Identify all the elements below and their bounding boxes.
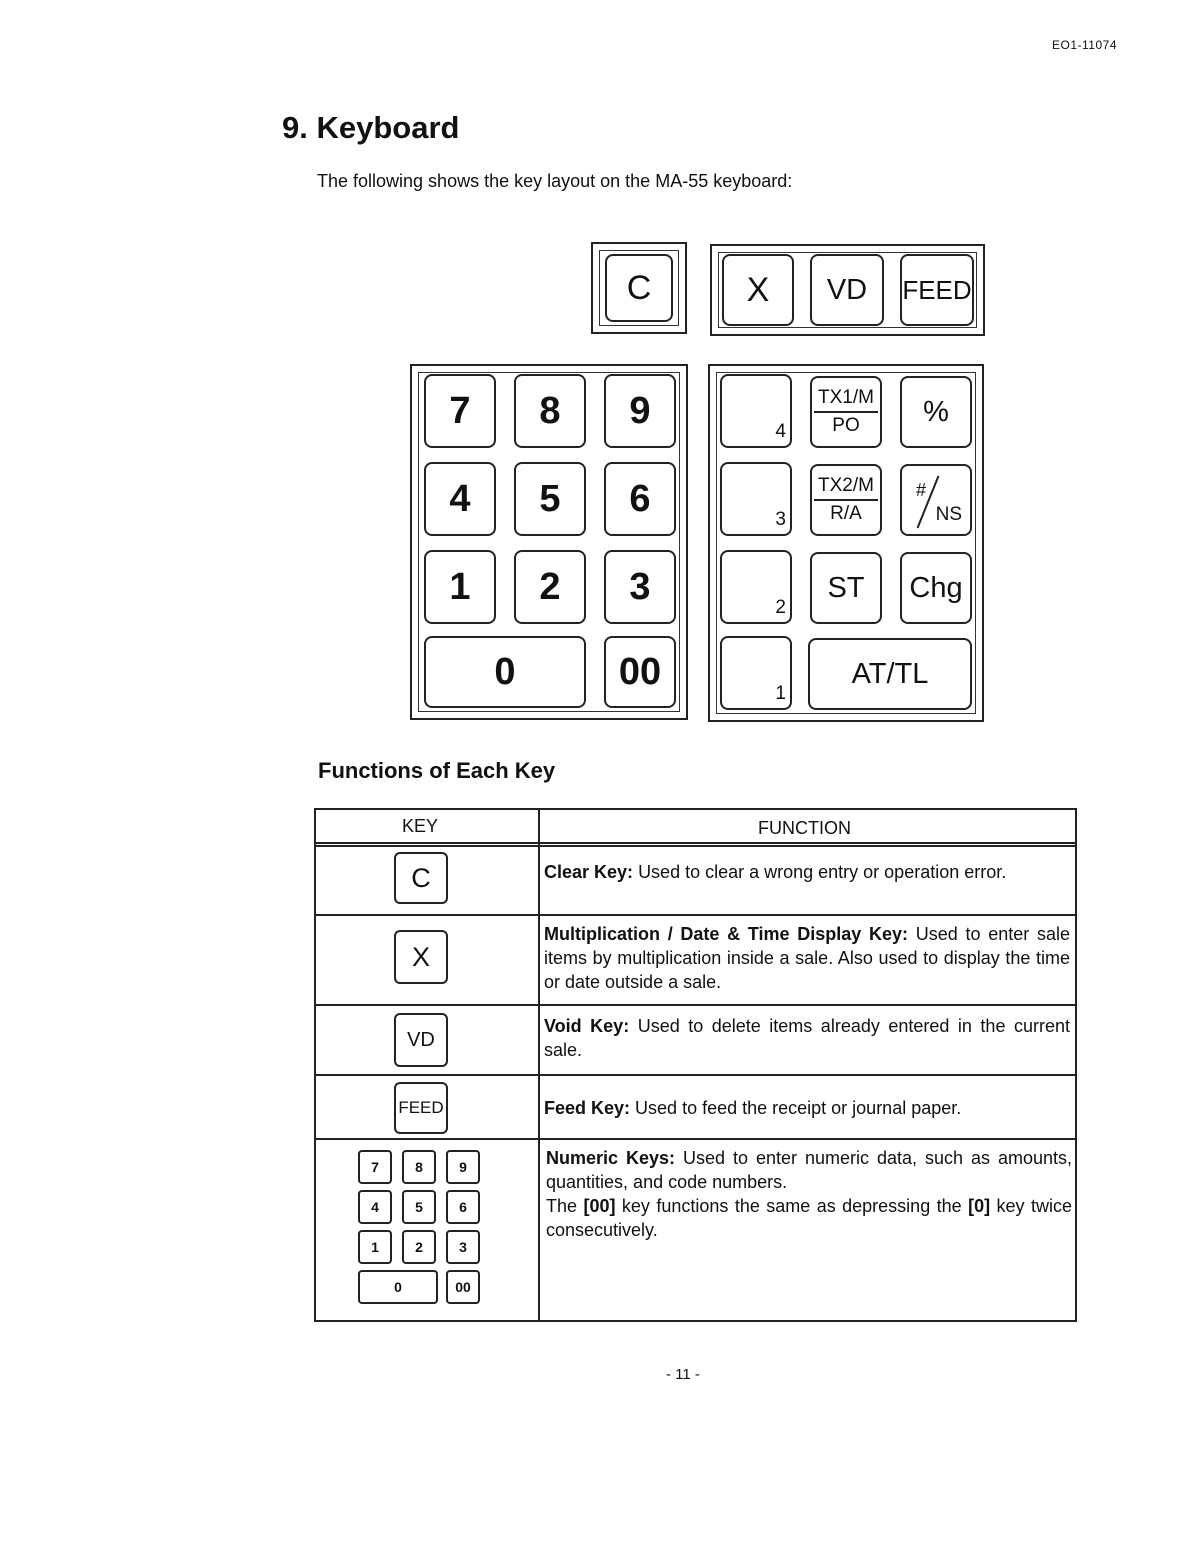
table-key-7: 7 bbox=[358, 1150, 392, 1184]
key-1: 1 bbox=[424, 550, 496, 624]
table-key-multiply: X bbox=[394, 930, 448, 984]
numeric-key-panel bbox=[410, 364, 688, 720]
department-key-1 bbox=[720, 636, 792, 710]
percent-key: % bbox=[900, 376, 972, 448]
department-key-2-label: 2 bbox=[775, 597, 786, 618]
department-key-1-label: 1 bbox=[775, 683, 786, 704]
table-row-void-function bbox=[544, 1014, 1070, 1062]
document-code: EO1-11074 bbox=[1052, 38, 1117, 52]
numeric-note-pre: The bbox=[546, 1196, 578, 1216]
table-key-6: 6 bbox=[446, 1190, 480, 1224]
numeric-note-key-0: [0] bbox=[968, 1196, 991, 1216]
tx2-key bbox=[810, 464, 882, 536]
tx1-key bbox=[810, 376, 882, 448]
tx2-key-top-label: TX2/M bbox=[814, 475, 878, 501]
transaction-key-panel bbox=[708, 364, 984, 722]
department-key-2 bbox=[720, 550, 792, 624]
key-9: 9 bbox=[604, 374, 676, 448]
clear-key-panel bbox=[591, 242, 687, 334]
void-key-description: Used to delete items already entered in the current sale. bbox=[544, 1016, 1070, 1060]
amount-tender-total-key: AT/TL bbox=[808, 638, 972, 710]
clear-key-description: Used to clear a wrong entry or operation error. bbox=[638, 862, 1007, 882]
key-3: 3 bbox=[604, 550, 676, 624]
key-2: 2 bbox=[514, 550, 586, 624]
key-5: 5 bbox=[514, 462, 586, 536]
numeric-note-key-00: [00] bbox=[583, 1196, 616, 1216]
function-key-panel bbox=[710, 244, 985, 336]
intro-text: The following shows the key layout on the MA-55 keyboard: bbox=[317, 171, 793, 191]
table-row-clear-function bbox=[544, 860, 1070, 884]
department-key-4 bbox=[720, 374, 792, 448]
change-key: Chg bbox=[900, 552, 972, 624]
multiply-key: X bbox=[722, 254, 794, 326]
table-key-9: 9 bbox=[446, 1150, 480, 1184]
key-0: 0 bbox=[424, 636, 586, 708]
table-key-clear: C bbox=[394, 852, 448, 904]
department-key-4-label: 4 bbox=[775, 421, 786, 442]
numeric-keys-description: Used to enter numeric data, such as amounts, quantities, and code numbers. bbox=[546, 1148, 1072, 1192]
tx2-key-bottom-label: R/A bbox=[830, 503, 862, 524]
multiply-key-name: Multiplication / Date & Time Display Key: bbox=[544, 924, 909, 944]
key-6: 6 bbox=[604, 462, 676, 536]
no-sale-key bbox=[900, 464, 972, 536]
numeric-note-post: key twice consecutively. bbox=[546, 1196, 1072, 1240]
clear-key: C bbox=[605, 254, 673, 322]
table-row-feed-function bbox=[544, 1096, 1070, 1120]
void-key-name: Void Key: bbox=[544, 1016, 630, 1036]
numeric-keys-name: Numeric Keys: bbox=[546, 1148, 676, 1168]
functions-table bbox=[314, 808, 1077, 1322]
no-sale-key-denominator: NS bbox=[935, 504, 962, 525]
page-title: 9. Keyboard bbox=[282, 110, 460, 145]
feed-key: FEED bbox=[900, 254, 974, 326]
key-4: 4 bbox=[424, 462, 496, 536]
department-key-3 bbox=[720, 462, 792, 536]
table-key-3: 3 bbox=[446, 1230, 480, 1264]
table-key-4: 4 bbox=[358, 1190, 392, 1224]
page-number: - 11 - bbox=[666, 1366, 700, 1383]
numeric-note-mid: key functions the same as depressing the bbox=[621, 1196, 962, 1216]
table-key-0: 0 bbox=[358, 1270, 438, 1304]
table-key-5: 5 bbox=[402, 1190, 436, 1224]
feed-key-description: Used to feed the receipt or journal paper. bbox=[635, 1098, 962, 1118]
table-key-00: 00 bbox=[446, 1270, 480, 1304]
multiply-key-description: Used to enter sale items by multiplication inside a sale. Also used to display the time or date outside a sale. bbox=[544, 924, 1070, 992]
no-sale-key-numerator: # bbox=[916, 480, 927, 500]
column-header-function: FUNCTION bbox=[758, 818, 851, 838]
feed-key-name: Feed Key: bbox=[544, 1098, 631, 1118]
table-key-2: 2 bbox=[402, 1230, 436, 1264]
column-header-key: KEY bbox=[402, 816, 439, 836]
void-key: VD bbox=[810, 254, 884, 326]
section-heading: Functions of Each Key bbox=[318, 758, 556, 783]
tx1-key-bottom-label: PO bbox=[832, 415, 860, 436]
table-key-8: 8 bbox=[402, 1150, 436, 1184]
tx1-key-top-label: TX1/M bbox=[814, 387, 878, 413]
clear-key-name: Clear Key: bbox=[544, 862, 634, 882]
key-8: 8 bbox=[514, 374, 586, 448]
table-row-numeric-function bbox=[546, 1146, 1072, 1242]
table-key-1: 1 bbox=[358, 1230, 392, 1264]
table-row-multiply-function bbox=[544, 922, 1070, 994]
key-7: 7 bbox=[424, 374, 496, 448]
department-key-3-label: 3 bbox=[775, 509, 786, 530]
table-key-void: VD bbox=[394, 1013, 448, 1067]
subtotal-key: ST bbox=[810, 552, 882, 624]
key-00: 00 bbox=[604, 636, 676, 708]
table-key-feed: FEED bbox=[394, 1082, 448, 1134]
